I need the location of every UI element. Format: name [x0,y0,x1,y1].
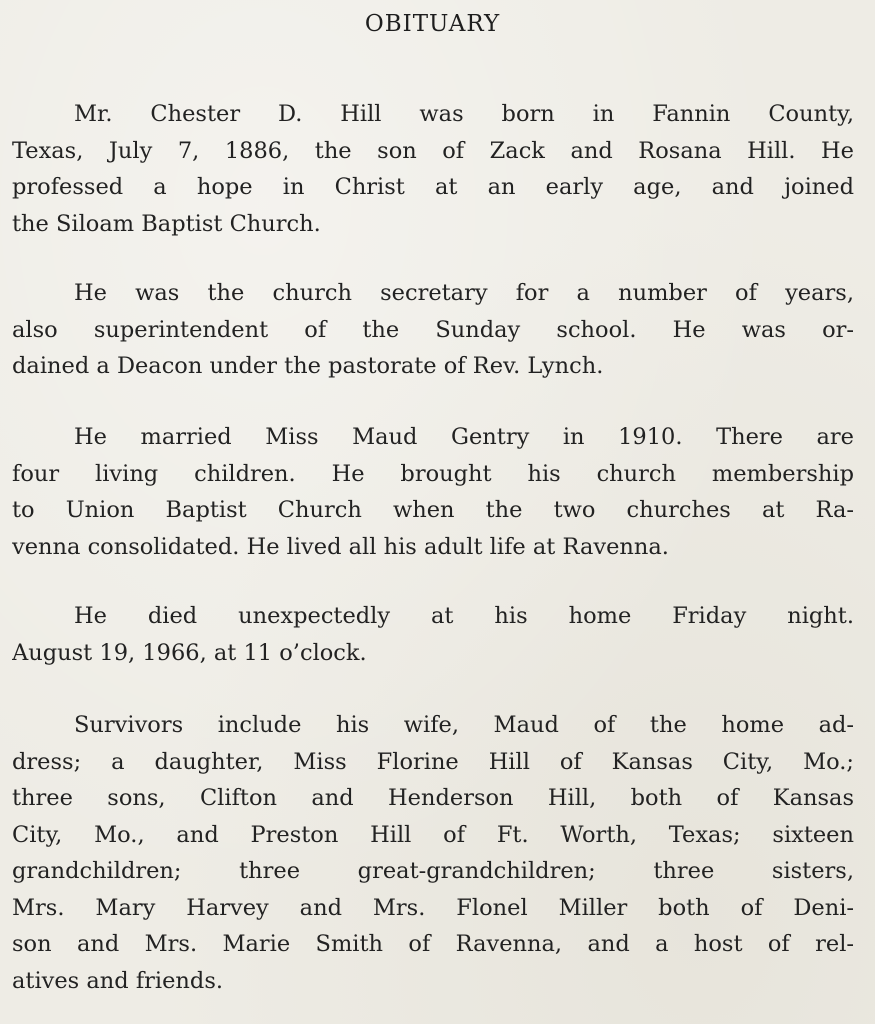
text-line: grandchildren; three great-grandchildren; three sisters, [12,858,854,884]
text-line: four living children. He brought his church membership [12,460,854,487]
text-line: Texas, July 7, 1886, the son of Zack and Rosana Hill. He [12,137,854,164]
text-line: also superintendent of the Sunday school. He was or- [12,316,854,343]
text-line: City, Mo., and Preston Hill of Ft. Worth, Texas; sixteen [12,821,854,848]
text-line: venna consolidated. He lived all his adult life at Ravenna. [12,533,669,560]
text-line: son and Mrs. Marie Smith of Ravenna, and a host of rel- [12,931,854,957]
paragraph-church-service [12,275,854,385]
paragraph-marriage [12,419,854,565]
text-line: He married Miss Maud Gentry in 1910. There are [74,424,854,450]
text-line: Survivors include his wife, Maud of the home ad- [74,712,854,738]
text-line: Mr. Chester D. Hill was born in Fannin County, [74,101,854,127]
text-line: dained a Deacon under the pastorate of Rev. Lynch. [12,353,604,379]
text-line: He died unexpectedly at his home Friday night. [74,603,854,629]
text-line: dress; a daughter, Miss Florine Hill of Kansas City, Mo.; [12,748,854,775]
text-line: professed a hope in Christ at an early age, and joined [12,174,854,200]
text-line: the Siloam Baptist Church. [12,210,321,237]
page-title: OBITUARY [364,11,501,37]
paragraph-survivors [12,707,854,999]
paragraph-birth [12,96,854,242]
text-line: to Union Baptist Church when the two churches at Ra- [12,497,854,523]
text-line: three sons, Clifton and Henderson Hill, both of Kansas [12,785,854,811]
text-line: He was the church secretary for a number of years, [74,280,854,306]
text-line: atives and friends. [12,967,224,994]
text-line: Mrs. Mary Harvey and Mrs. Flonel Miller both of Deni- [12,894,854,921]
paragraph-death [12,598,854,671]
text-line: August 19, 1966, at 11 o’clock. [12,639,367,666]
